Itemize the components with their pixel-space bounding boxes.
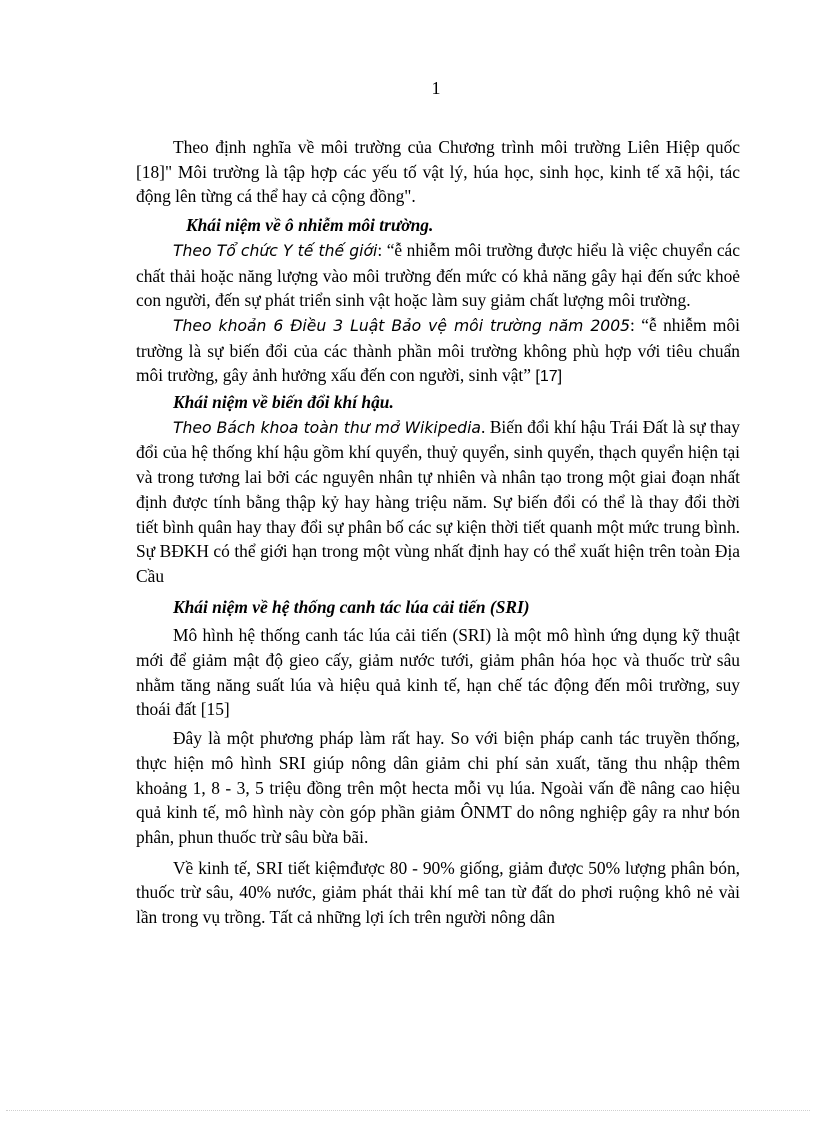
citation-source: Theo Tổ chức Y tế thế giới bbox=[173, 241, 378, 260]
paragraph-sri-definition: Mô hình hệ thống canh tác lúa cải tiến (SRI) là một mô hình ứng dụng kỹ thuật mới để giảm mật độ gieo cấy, giảm nước tưới, giảm phân hóa học và thuốc trừ sâu nhằm tăng năng suất lúa và hiệu quả kinh tế, hạn chế tác động đến môi trường, suy thoái đất [15] bbox=[136, 625, 740, 720]
heading-climate-change-concept: Khái niệm về biến đổi khí hậu. bbox=[173, 392, 394, 413]
document-body bbox=[136, 135, 740, 930]
paragraph-climate-change-definition bbox=[136, 415, 740, 589]
heading-pollution-concept: Khái niệm về ô nhiễm môi trường. bbox=[186, 215, 434, 236]
reference-marker: [17] bbox=[530, 368, 563, 386]
paragraph-text: : “ễ nhiễm môi trường được hiểu là việc chuyển các chất thải hoặc năng lượng vào môi trường đến mức có khả năng gây hại đến sức khoẻ con người, đến sự phát triển sinh vật hoặc làm suy giảm chất lượng môi trường. bbox=[136, 239, 740, 311]
paragraph-law-definition bbox=[136, 313, 740, 390]
citation-source: Theo khoản 6 Điều 3 Luật Bảo vệ môi trường năm 2005 bbox=[173, 316, 631, 335]
paragraph-text: . Biến đổi khí hậu Trái Đất là sự thay đổi của hệ thống khí hậu gồm khí quyển, thuỷ quyển, sinh quyển, thạch quyển hiện tại và trong tương lai bởi các nguyên nhân tự nhiên và nhân tạo trong một giai đoạn nhất định được tính bằng thập kỷ hay hàng triệu năm. Sự biến đổi có thể là thay đổi thời tiết bình quân hay thay đổi sự phân bố các sự kiện thời tiết quanh một mức trung bình. Sự BĐKH có thể giới hạn trong một vùng nhất định hay có thể xuất hiện trên toàn Địa Cầu bbox=[136, 416, 740, 586]
paragraph-sri-benefits: Đây là một phương pháp làm rất hay. So với biện pháp canh tác truyền thống, thực hiện mô hình SRI giúp nông dân giảm chi phí sản xuất, tăng thu nhập thêm khoảng 1, 8 - 3, 5 triệu đồng trên một hecta mỗi vụ lúa. Ngoài vấn đề nâng cao hiệu quả kinh tế, mô hình này còn góp phần giảm ÔNMT do nông nghiệp gây ra như bón phân, phun thuốc trừ sâu bừa bãi. bbox=[136, 728, 740, 847]
page-bottom-divider bbox=[6, 1110, 810, 1111]
page-number: 1 bbox=[431, 78, 441, 98]
citation-source: Theo Bách khoa toàn thư mở Wikipedia bbox=[173, 418, 481, 437]
heading-sri-concept: Khái niệm về hệ thống canh tác lúa cải tiến (SRI) bbox=[173, 596, 530, 617]
paragraph-text: : “ễ nhiễm môi trường là sự biến đổi của các thành phần môi trường không phù hợp với tiêu chuẩn môi trường, gây ảnh hưởng xấu đến con người, sinh vật” bbox=[136, 314, 740, 386]
paragraph-who-definition bbox=[136, 238, 740, 313]
paragraph-environment-definition: Theo định nghĩa về môi trường của Chương trình môi trường Liên Hiệp quốc [18]" Môi trường là tập hợp các yếu tố vật lý, húa học, sinh học, kinh tế xã hội, tác động lên từng cá thể hay cả cộng đồng". bbox=[136, 137, 740, 207]
paragraph-sri-economics: Về kinh tế, SRI tiết kiệmđược 80 - 90% giống, giảm được 50% lượng phân bón, thuốc trừ sâu, 40% nước, giảm phát thải khí mê tan từ đất do phơi ruộng khô nẻ vài lần trong vụ trồng. Tất cả những lợi ích trên người nông dân bbox=[136, 857, 740, 928]
